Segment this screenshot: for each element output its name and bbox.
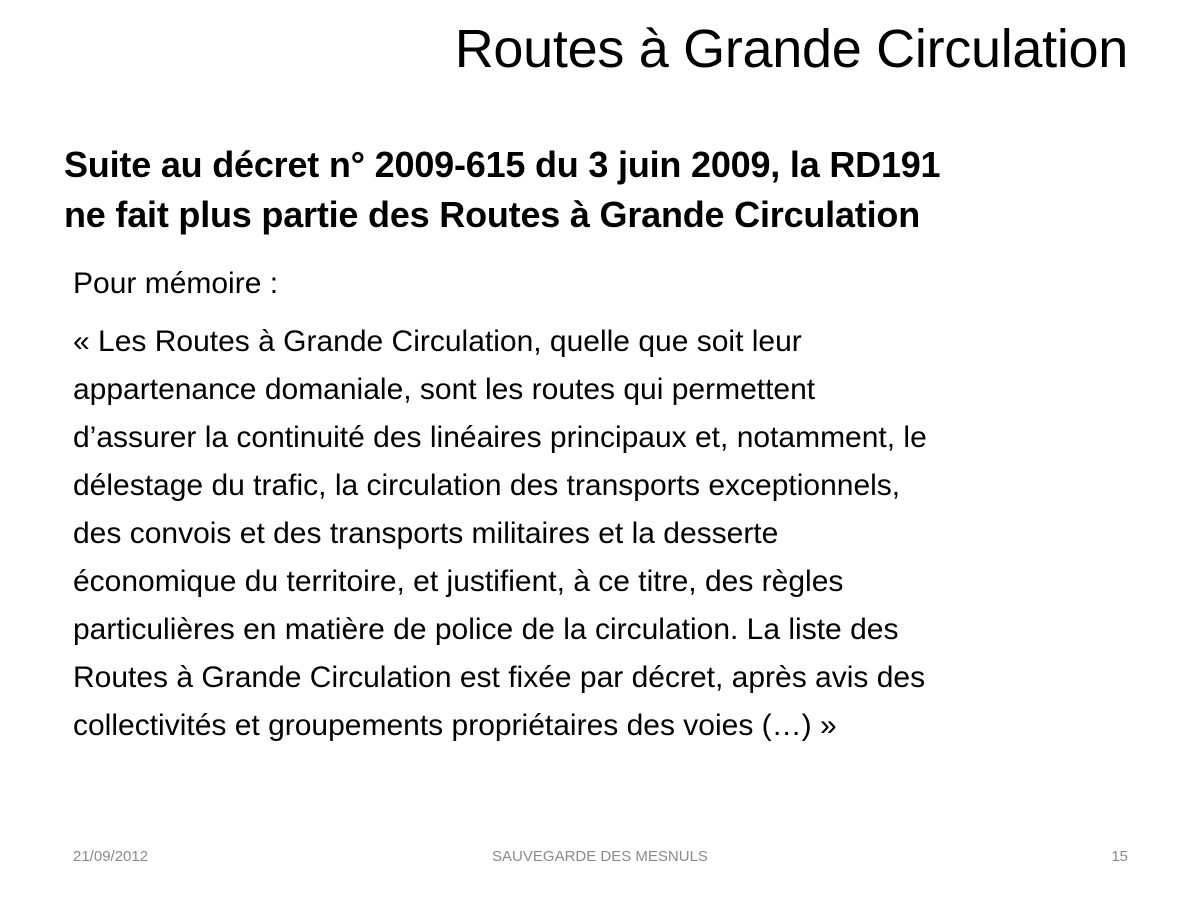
slide-title: Routes à Grande Circulation xyxy=(454,19,1128,79)
memo-label: Pour mémoire : xyxy=(73,267,279,300)
quote-line: appartenance domaniale, sont les routes qui permettent xyxy=(73,373,816,406)
subtitle-text xyxy=(64,140,1144,240)
footer-page-number: 15 xyxy=(1111,848,1128,865)
quote-line: d’assurer la continuité des linéaires principaux et, notamment, le xyxy=(73,421,927,454)
quote-paragraph xyxy=(73,318,1153,750)
quote-line: « Les Routes à Grande Circulation, quelle que soit leur xyxy=(73,325,802,358)
subtitle-line: Suite au décret n° 2009-615 du 3 juin 2009, la RD191 xyxy=(64,144,941,185)
quote-line: Routes à Grande Circulation est fixée par décret, après avis des xyxy=(73,661,926,694)
footer-date: 21/09/2012 xyxy=(73,848,149,865)
quote-line: particulières en matière de police de la circulation. La liste des xyxy=(73,613,899,646)
quote-line: collectivités et groupements propriétaires des voies (…) » xyxy=(73,709,837,742)
footer-organization: SAUVEGARDE DES MESNULS xyxy=(492,848,708,865)
quote-line: des convois et des transports militaires et la desserte xyxy=(73,517,779,550)
quote-line: économique du territoire, et justifient, à ce titre, des règles xyxy=(73,565,844,598)
quote-line: délestage du trafic, la circulation des transports exceptionnels, xyxy=(73,469,901,502)
subtitle-line: ne fait plus partie des Routes à Grande Circulation xyxy=(64,194,920,235)
